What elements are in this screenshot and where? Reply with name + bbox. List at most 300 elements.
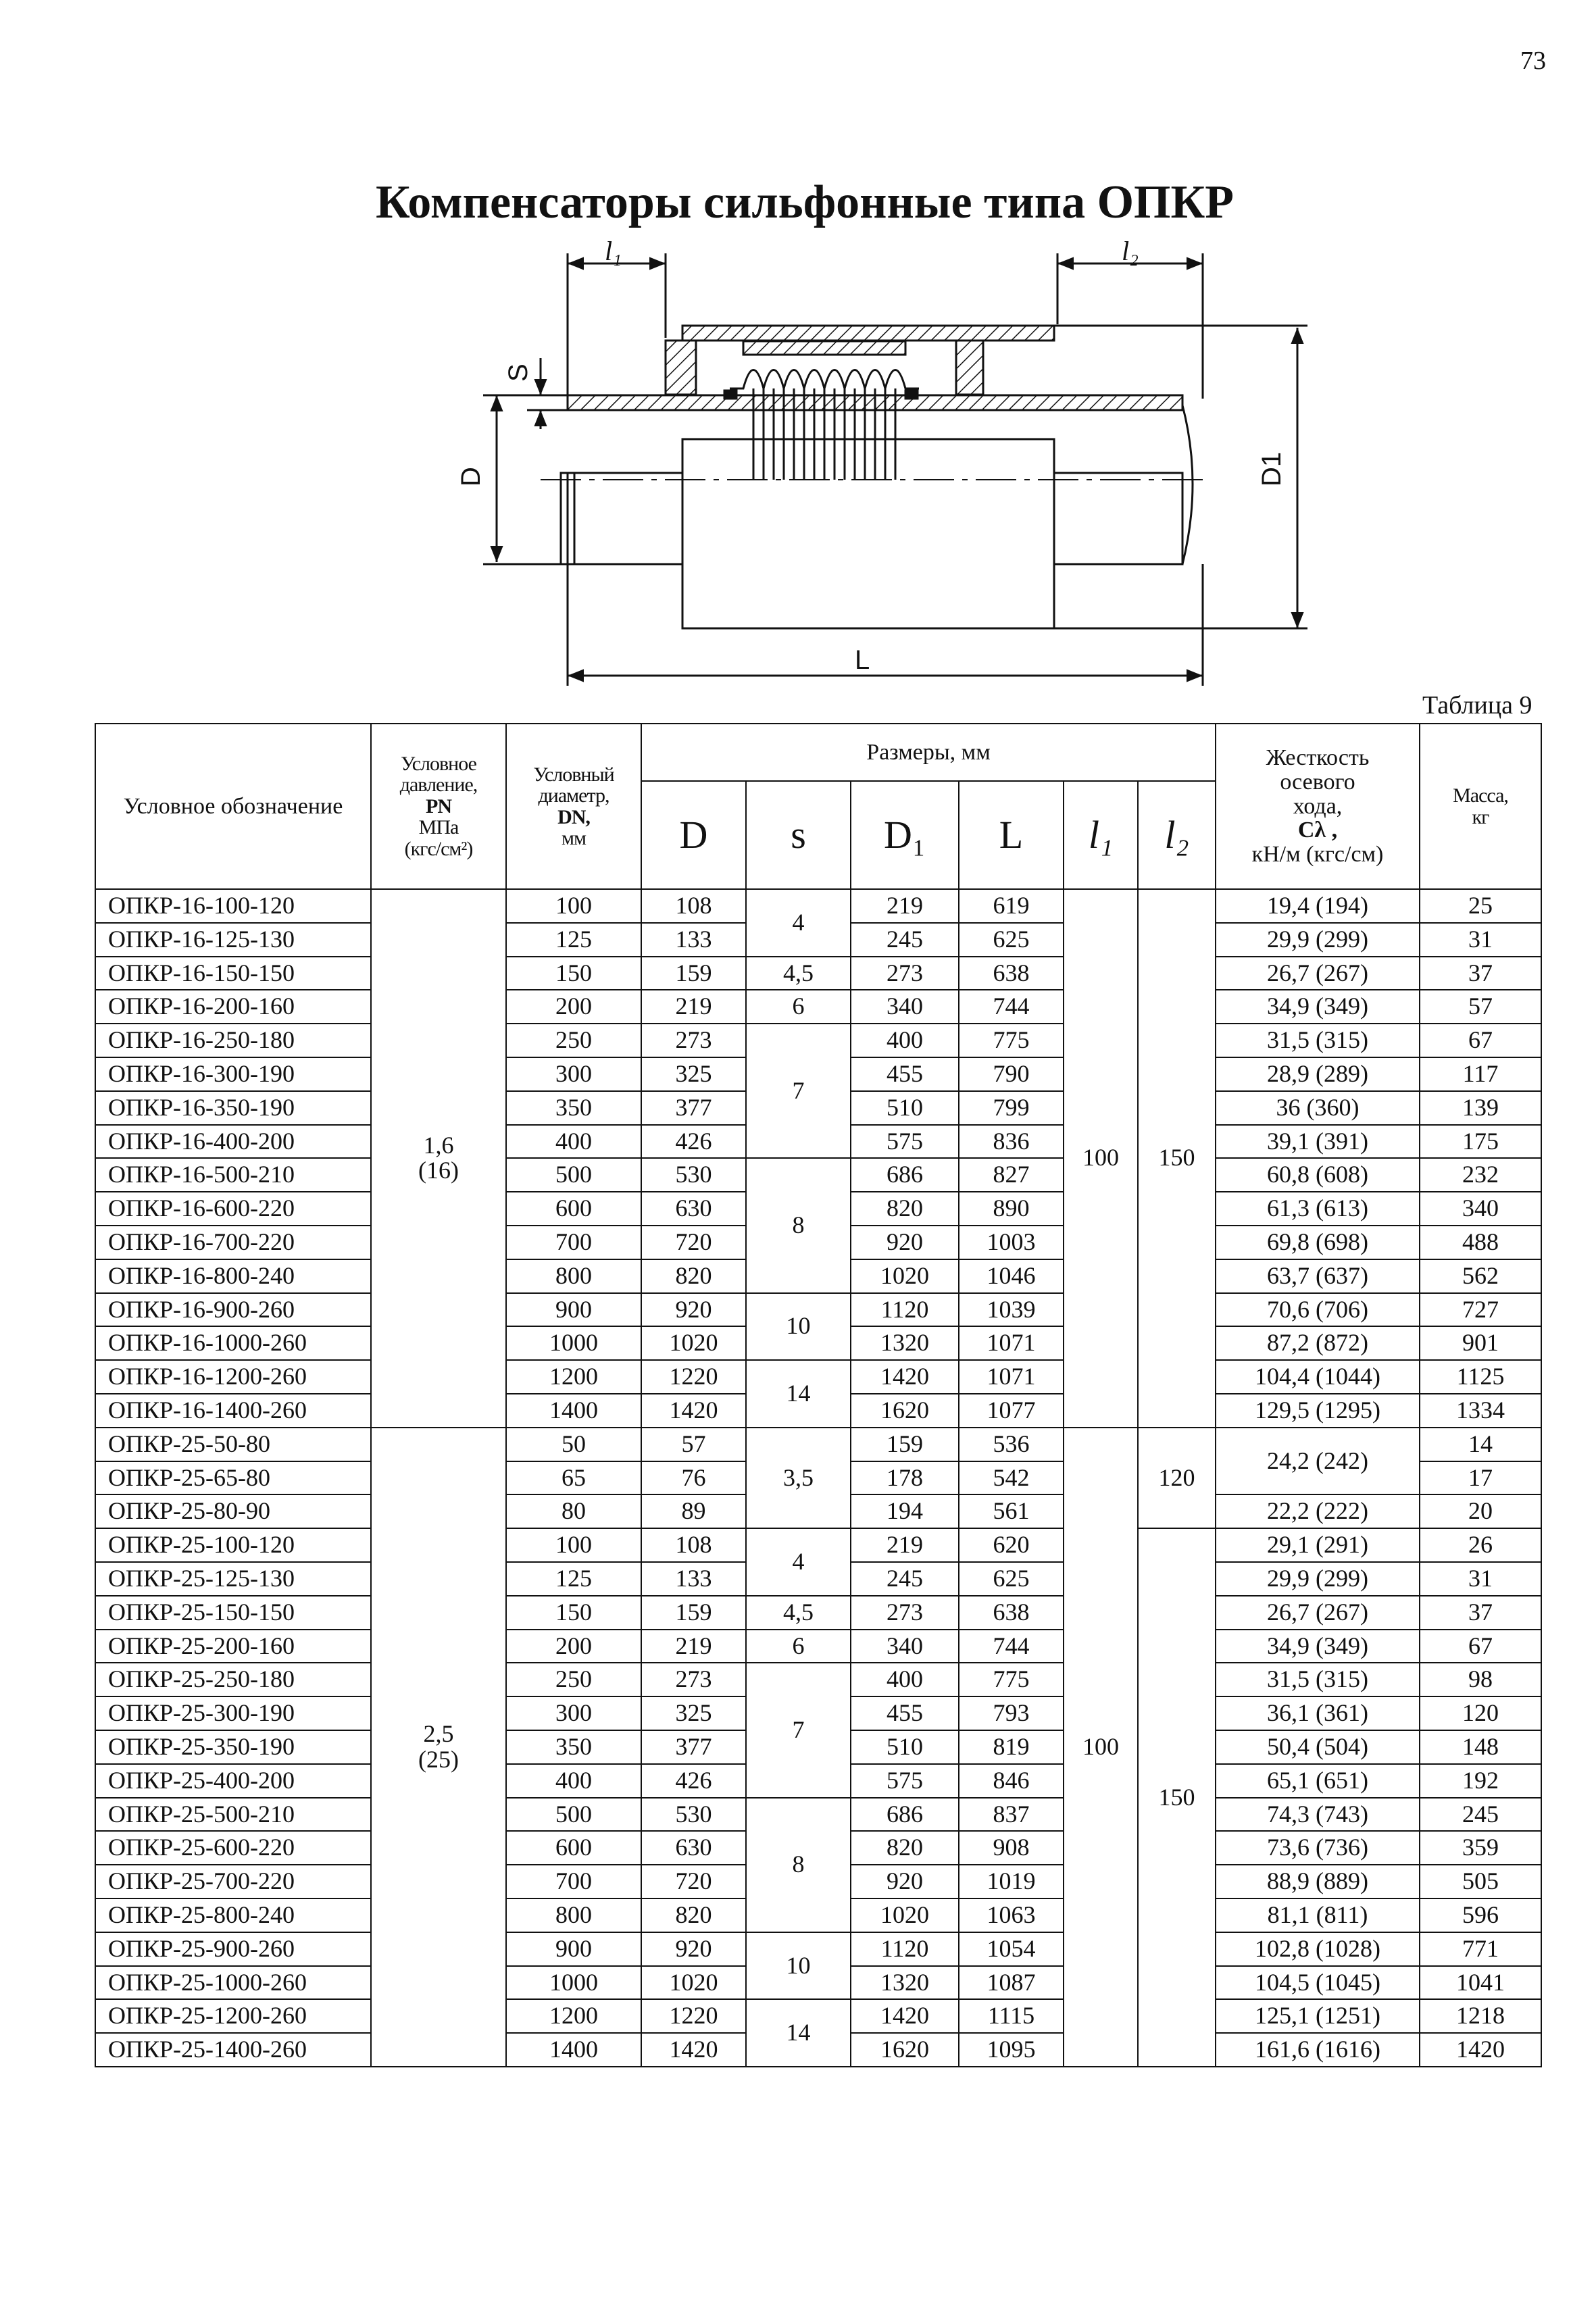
- cell-D1: 1120: [851, 1293, 959, 1327]
- cell-stiffness: 26,7 (267): [1216, 957, 1420, 990]
- cell-L: 1095: [959, 2033, 1064, 2067]
- cell-pressure: 1,6 (16): [371, 889, 506, 1428]
- cell-D: 426: [641, 1125, 746, 1159]
- cell-designation: ОПКР-16-1400-260: [95, 1394, 371, 1428]
- cell-D: 76: [641, 1461, 746, 1495]
- cell-L: 890: [959, 1192, 1064, 1226]
- cell-L: 775: [959, 1663, 1064, 1696]
- cell-stiffness: 61,3 (613): [1216, 1192, 1420, 1226]
- cell-D: 1420: [641, 1394, 746, 1428]
- cell-stiffness: 129,5 (1295): [1216, 1394, 1420, 1428]
- header-dimensions: Размеры, мм: [641, 724, 1216, 781]
- cell-L: 625: [959, 923, 1064, 957]
- cell-stiffness: 87,2 (872): [1216, 1326, 1420, 1360]
- cell-L: 619: [959, 889, 1064, 923]
- cell-mass: 175: [1420, 1125, 1541, 1159]
- cell-D1: 686: [851, 1798, 959, 1832]
- cell-D1: 159: [851, 1428, 959, 1461]
- cell-mass: 488: [1420, 1226, 1541, 1259]
- header-L: L: [959, 781, 1064, 889]
- cell-designation: ОПКР-16-250-180: [95, 1024, 371, 1057]
- cell-D1: 194: [851, 1494, 959, 1528]
- cell-D: 820: [641, 1259, 746, 1293]
- cell-mass: 1125: [1420, 1360, 1541, 1394]
- cell-D: 1220: [641, 1999, 746, 2033]
- cell-mass: 1218: [1420, 1999, 1541, 2033]
- cell-s: 6: [746, 1630, 851, 1663]
- cell-mass: 98: [1420, 1663, 1541, 1696]
- cell-mass: 727: [1420, 1293, 1541, 1327]
- cell-stiffness: 65,1 (651): [1216, 1764, 1420, 1798]
- cell-D: 57: [641, 1428, 746, 1461]
- cell-stiffness: 29,9 (299): [1216, 1562, 1420, 1596]
- cell-s: 8: [746, 1798, 851, 1932]
- cell-designation: ОПКР-25-600-220: [95, 1831, 371, 1865]
- cell-designation: ОПКР-16-300-190: [95, 1057, 371, 1091]
- cell-D: 920: [641, 1932, 746, 1966]
- cell-stiffness: 39,1 (391): [1216, 1125, 1420, 1159]
- cell-designation: ОПКР-25-1400-260: [95, 2033, 371, 2067]
- cell-L: 799: [959, 1091, 1064, 1125]
- cell-stiffness: 29,9 (299): [1216, 923, 1420, 957]
- cell-designation: ОПКР-16-800-240: [95, 1259, 371, 1293]
- cell-D1: 245: [851, 923, 959, 957]
- cell-s: 6: [746, 990, 851, 1024]
- cell-D: 219: [641, 990, 746, 1024]
- cell-mass: 14: [1420, 1428, 1541, 1461]
- cell-D1: 510: [851, 1730, 959, 1764]
- cell-D1: 1420: [851, 1360, 959, 1394]
- right-flange-hatch: [956, 341, 983, 395]
- cell-stiffness: 34,9 (349): [1216, 990, 1420, 1024]
- cell-mass: 596: [1420, 1898, 1541, 1932]
- cell-designation: ОПКР-16-500-210: [95, 1158, 371, 1192]
- cell-dn: 150: [506, 957, 641, 990]
- spec-table: [95, 723, 1542, 2067]
- cell-dn: 100: [506, 889, 641, 923]
- table-body: [95, 889, 1541, 2067]
- cell-designation: ОПКР-25-500-210: [95, 1798, 371, 1832]
- cell-designation: ОПКР-25-700-220: [95, 1865, 371, 1898]
- cell-stiffness: 36 (360): [1216, 1091, 1420, 1125]
- cell-dn: 600: [506, 1192, 641, 1226]
- cell-L: 638: [959, 1596, 1064, 1630]
- cell-designation: ОПКР-16-125-130: [95, 923, 371, 957]
- cell-D: 219: [641, 1630, 746, 1663]
- cell-D1: 1020: [851, 1259, 959, 1293]
- bellows-weld-left: [724, 391, 737, 399]
- cell-D: 108: [641, 1528, 746, 1562]
- cell-designation: ОПКР-25-65-80: [95, 1461, 371, 1495]
- cell-dn: 1000: [506, 1326, 641, 1360]
- cell-L: 790: [959, 1057, 1064, 1091]
- cell-D1: 510: [851, 1091, 959, 1125]
- cell-mass: 1420: [1420, 2033, 1541, 2067]
- cell-s: 14: [746, 1360, 851, 1428]
- cell-dn: 1400: [506, 1394, 641, 1428]
- cell-D1: 1320: [851, 1326, 959, 1360]
- cell-L: 744: [959, 990, 1064, 1024]
- table-row: [95, 957, 1541, 990]
- cell-dn: 600: [506, 1831, 641, 1865]
- cell-D1: 575: [851, 1125, 959, 1159]
- cell-dn: 1400: [506, 2033, 641, 2067]
- cell-L: 1087: [959, 1966, 1064, 2000]
- cell-dn: 300: [506, 1057, 641, 1091]
- cell-mass: 31: [1420, 923, 1541, 957]
- cell-dn: 700: [506, 1226, 641, 1259]
- cell-designation: ОПКР-25-125-130: [95, 1562, 371, 1596]
- table-row: [95, 990, 1541, 1024]
- pipe-right-body: [1054, 473, 1182, 564]
- cell-dn: 500: [506, 1158, 641, 1192]
- cell-stiffness: 60,8 (608): [1216, 1158, 1420, 1192]
- cell-designation: ОПКР-25-800-240: [95, 1898, 371, 1932]
- cell-mass: 771: [1420, 1932, 1541, 1966]
- cell-dn: 800: [506, 1259, 641, 1293]
- table-row: [95, 1798, 1541, 1832]
- cell-designation: ОПКР-25-300-190: [95, 1696, 371, 1730]
- cell-L: 793: [959, 1696, 1064, 1730]
- cell-D1: 1420: [851, 1999, 959, 2033]
- cell-L: 561: [959, 1494, 1064, 1528]
- cell-D: 273: [641, 1663, 746, 1696]
- page-number: 73: [1520, 47, 1546, 75]
- cell-s: 4: [746, 889, 851, 957]
- cell-designation: ОПКР-25-350-190: [95, 1730, 371, 1764]
- cell-stiffness: 69,8 (698): [1216, 1226, 1420, 1259]
- table-row: [95, 1428, 1541, 1461]
- cell-designation: ОПКР-25-200-160: [95, 1630, 371, 1663]
- label-l1: l₁: [605, 236, 622, 266]
- cell-mass: 120: [1420, 1696, 1541, 1730]
- cell-stiffness: 104,4 (1044): [1216, 1360, 1420, 1394]
- table-row: [95, 1158, 1541, 1192]
- cell-mass: 67: [1420, 1630, 1541, 1663]
- cell-designation: ОПКР-25-1000-260: [95, 1966, 371, 2000]
- cell-s: 14: [746, 1999, 851, 2067]
- cell-s: 4,5: [746, 957, 851, 990]
- cell-designation: ОПКР-16-150-150: [95, 957, 371, 990]
- cell-stiffness: 50,4 (504): [1216, 1730, 1420, 1764]
- header-mass: Масса, кг: [1420, 724, 1541, 889]
- cell-D: 630: [641, 1831, 746, 1865]
- cell-mass: 562: [1420, 1259, 1541, 1293]
- cell-D1: 920: [851, 1226, 959, 1259]
- table-row: [95, 1932, 1541, 1966]
- cell-mass: 20: [1420, 1494, 1541, 1528]
- cell-D: 720: [641, 1226, 746, 1259]
- cell-mass: 17: [1420, 1461, 1541, 1495]
- cell-L: 744: [959, 1630, 1064, 1663]
- cell-dn: 250: [506, 1663, 641, 1696]
- header-stiffness: Жесткость осевого хода, Cλ , кН/м (кгс/см): [1216, 724, 1420, 889]
- cell-D: 159: [641, 957, 746, 990]
- cell-L: 908: [959, 1831, 1064, 1865]
- cell-stiffness: 31,5 (315): [1216, 1663, 1420, 1696]
- cell-D: 159: [641, 1596, 746, 1630]
- cell-stiffness: 73,6 (736): [1216, 1831, 1420, 1865]
- cell-L: 827: [959, 1158, 1064, 1192]
- cell-L: 1039: [959, 1293, 1064, 1327]
- cell-pressure: 2,5 (25): [371, 1428, 506, 2067]
- cell-D1: 178: [851, 1461, 959, 1495]
- cell-mass: 57: [1420, 990, 1541, 1024]
- cell-dn: 100: [506, 1528, 641, 1562]
- cell-dn: 65: [506, 1461, 641, 1495]
- cell-designation: ОПКР-16-200-160: [95, 990, 371, 1024]
- cell-designation: ОПКР-25-50-80: [95, 1428, 371, 1461]
- pipe-right-end: [1182, 405, 1193, 564]
- cell-D1: 273: [851, 1596, 959, 1630]
- cell-D: 377: [641, 1091, 746, 1125]
- header-pressure: Условное давление, PN МПа (кгс/см²): [371, 724, 506, 889]
- table-row: [95, 1596, 1541, 1630]
- cell-D: 1420: [641, 2033, 746, 2067]
- cell-dn: 50: [506, 1428, 641, 1461]
- cell-mass: 139: [1420, 1091, 1541, 1125]
- cell-D: 133: [641, 1562, 746, 1596]
- cell-dn: 250: [506, 1024, 641, 1057]
- bellows-cover: [743, 341, 905, 355]
- cell-s: 7: [746, 1663, 851, 1797]
- cell-mass: 340: [1420, 1192, 1541, 1226]
- cell-dn: 1200: [506, 1360, 641, 1394]
- cell-D1: 686: [851, 1158, 959, 1192]
- cell-D: 89: [641, 1494, 746, 1528]
- cell-stiffness: 29,1 (291): [1216, 1528, 1420, 1562]
- table-row: [95, 1663, 1541, 1696]
- cell-designation: ОПКР-16-350-190: [95, 1091, 371, 1125]
- cell-dn: 125: [506, 923, 641, 957]
- pipe-left-body: [568, 473, 682, 564]
- cell-dn: 200: [506, 1630, 641, 1663]
- cell-mass: 232: [1420, 1158, 1541, 1192]
- cell-D1: 1120: [851, 1932, 959, 1966]
- cell-l1: 100: [1064, 889, 1138, 1428]
- cell-stiffness: 34,9 (349): [1216, 1630, 1420, 1663]
- cell-stiffness: 70,6 (706): [1216, 1293, 1420, 1327]
- cell-L: 1115: [959, 1999, 1064, 2033]
- bellows-weld-right: [905, 391, 918, 399]
- cell-D: 1220: [641, 1360, 746, 1394]
- cell-dn: 900: [506, 1932, 641, 1966]
- cell-dn: 150: [506, 1596, 641, 1630]
- cell-L: 620: [959, 1528, 1064, 1562]
- cell-L: 836: [959, 1125, 1064, 1159]
- cell-D: 720: [641, 1865, 746, 1898]
- cell-dn: 800: [506, 1898, 641, 1932]
- cell-mass: 1041: [1420, 1966, 1541, 2000]
- cell-designation: ОПКР-25-400-200: [95, 1764, 371, 1798]
- cell-l2: 150: [1138, 889, 1216, 1428]
- cell-stiffness: 63,7 (637): [1216, 1259, 1420, 1293]
- label-L: L: [855, 645, 870, 675]
- cell-D1: 820: [851, 1192, 959, 1226]
- cell-dn: 200: [506, 990, 641, 1024]
- cell-L: 837: [959, 1798, 1064, 1832]
- header-l1: l₁: [1064, 781, 1138, 889]
- cell-L: 819: [959, 1730, 1064, 1764]
- cell-dn: 500: [506, 1798, 641, 1832]
- table-row: [95, 889, 1541, 923]
- cell-designation: ОПКР-16-600-220: [95, 1192, 371, 1226]
- cell-L: 1003: [959, 1226, 1064, 1259]
- cell-stiffness: 31,5 (315): [1216, 1024, 1420, 1057]
- cell-stiffness: 19,4 (194): [1216, 889, 1420, 923]
- cell-D: 426: [641, 1764, 746, 1798]
- cell-D: 1020: [641, 1966, 746, 2000]
- cell-dn: 900: [506, 1293, 641, 1327]
- label-d: D: [456, 467, 486, 486]
- cell-mass: 31: [1420, 1562, 1541, 1596]
- page-title: Компенсаторы сильфонные типа ОПКР: [376, 176, 1234, 228]
- cell-stiffness: 88,9 (889): [1216, 1865, 1420, 1898]
- cell-dn: 400: [506, 1125, 641, 1159]
- cell-D: 920: [641, 1293, 746, 1327]
- cell-L: 536: [959, 1428, 1064, 1461]
- label-s: S: [503, 363, 533, 382]
- cell-dn: 1200: [506, 1999, 641, 2033]
- cell-stiffness: 104,5 (1045): [1216, 1966, 1420, 2000]
- cell-designation: ОПКР-16-1000-260: [95, 1326, 371, 1360]
- cell-mass: 37: [1420, 957, 1541, 990]
- cell-D: 377: [641, 1730, 746, 1764]
- compensator-drawing: [446, 236, 1365, 709]
- cell-mass: 505: [1420, 1865, 1541, 1898]
- cell-mass: 117: [1420, 1057, 1541, 1091]
- cell-designation: ОПКР-25-80-90: [95, 1494, 371, 1528]
- header-D1: D₁: [851, 781, 959, 889]
- cell-L: 1071: [959, 1326, 1064, 1360]
- cell-mass: 25: [1420, 889, 1541, 923]
- cell-designation: ОПКР-25-150-150: [95, 1596, 371, 1630]
- cell-designation: ОПКР-25-1200-260: [95, 1999, 371, 2033]
- table-row: [95, 1360, 1541, 1394]
- cell-D: 273: [641, 1024, 746, 1057]
- label-l2: l₂: [1122, 236, 1139, 266]
- label-d1: D1: [1257, 451, 1287, 486]
- cell-designation: ОПКР-25-900-260: [95, 1932, 371, 1966]
- cell-D1: 455: [851, 1057, 959, 1091]
- cell-s: 4,5: [746, 1596, 851, 1630]
- cell-designation: ОПКР-25-100-120: [95, 1528, 371, 1562]
- cell-s: 3,5: [746, 1428, 851, 1528]
- cell-D1: 273: [851, 957, 959, 990]
- cell-L: 1046: [959, 1259, 1064, 1293]
- cell-D: 108: [641, 889, 746, 923]
- cell-stiffness: 161,6 (1616): [1216, 2033, 1420, 2067]
- header-D: D: [641, 781, 746, 889]
- cell-dn: 1000: [506, 1966, 641, 2000]
- cell-l2: 150: [1138, 1528, 1216, 2067]
- cell-mass: 26: [1420, 1528, 1541, 1562]
- cell-dn: 350: [506, 1730, 641, 1764]
- cell-stiffness: 22,2 (222): [1216, 1494, 1420, 1528]
- cell-D1: 1620: [851, 1394, 959, 1428]
- cell-D: 133: [641, 923, 746, 957]
- bellows-lines: [753, 388, 895, 480]
- cell-D: 325: [641, 1057, 746, 1091]
- cell-s: 10: [746, 1293, 851, 1361]
- cell-D1: 245: [851, 1562, 959, 1596]
- cell-designation: ОПКР-16-900-260: [95, 1293, 371, 1327]
- cell-dn: 125: [506, 1562, 641, 1596]
- cell-L: 638: [959, 957, 1064, 990]
- cell-stiffness: 36,1 (361): [1216, 1696, 1420, 1730]
- cell-stiffness: 102,8 (1028): [1216, 1932, 1420, 1966]
- cell-D: 630: [641, 1192, 746, 1226]
- table-row: [95, 1293, 1541, 1327]
- cell-s: 8: [746, 1158, 851, 1292]
- cell-dn: 80: [506, 1494, 641, 1528]
- housing-body: [682, 439, 1054, 628]
- cell-D1: 219: [851, 889, 959, 923]
- cell-D1: 219: [851, 1528, 959, 1562]
- cell-mass: 37: [1420, 1596, 1541, 1630]
- cell-dn: 700: [506, 1865, 641, 1898]
- cell-mass: 192: [1420, 1764, 1541, 1798]
- cell-D1: 1020: [851, 1898, 959, 1932]
- table-row: [95, 1024, 1541, 1057]
- cell-D: 530: [641, 1798, 746, 1832]
- header-s: s: [746, 781, 851, 889]
- cell-s: 7: [746, 1024, 851, 1158]
- cell-l2: 120: [1138, 1428, 1216, 1528]
- cell-stiffness: 26,7 (267): [1216, 1596, 1420, 1630]
- cell-L: 1019: [959, 1865, 1064, 1898]
- cell-D1: 400: [851, 1024, 959, 1057]
- cell-D1: 575: [851, 1764, 959, 1798]
- cell-designation: ОПКР-16-700-220: [95, 1226, 371, 1259]
- header-l2: l₂: [1138, 781, 1216, 889]
- outer-casing-hatch: [682, 326, 1054, 341]
- cell-s: 4: [746, 1528, 851, 1596]
- cell-L: 625: [959, 1562, 1064, 1596]
- cell-L: 1077: [959, 1394, 1064, 1428]
- cell-D: 820: [641, 1898, 746, 1932]
- cell-stiffness: 81,1 (811): [1216, 1898, 1420, 1932]
- table-label: Таблица 9: [1422, 691, 1532, 720]
- cell-stiffness: 24,2 (242): [1216, 1428, 1420, 1495]
- cell-stiffness: 125,1 (1251): [1216, 1999, 1420, 2033]
- bellows-convolutions: [730, 370, 919, 389]
- cell-L: 846: [959, 1764, 1064, 1798]
- cell-mass: 1334: [1420, 1394, 1541, 1428]
- cell-dn: 400: [506, 1764, 641, 1798]
- cell-D: 1020: [641, 1326, 746, 1360]
- cell-mass: 245: [1420, 1798, 1541, 1832]
- cell-s: 10: [746, 1932, 851, 2000]
- cell-D1: 1620: [851, 2033, 959, 2067]
- cell-designation: ОПКР-16-1200-260: [95, 1360, 371, 1394]
- table-row: [95, 1630, 1541, 1663]
- cell-l1: 100: [1064, 1428, 1138, 2067]
- cell-mass: 67: [1420, 1024, 1541, 1057]
- cell-dn: 350: [506, 1091, 641, 1125]
- table-row: [95, 1528, 1541, 1562]
- header-designation: Условное обозначение: [95, 724, 371, 889]
- cell-mass: 359: [1420, 1831, 1541, 1865]
- cell-L: 775: [959, 1024, 1064, 1057]
- cell-D1: 340: [851, 990, 959, 1024]
- cell-designation: ОПКР-25-250-180: [95, 1663, 371, 1696]
- cell-D1: 340: [851, 1630, 959, 1663]
- cell-D: 325: [641, 1696, 746, 1730]
- cell-D1: 455: [851, 1696, 959, 1730]
- cell-D: 530: [641, 1158, 746, 1192]
- cell-mass: 901: [1420, 1326, 1541, 1360]
